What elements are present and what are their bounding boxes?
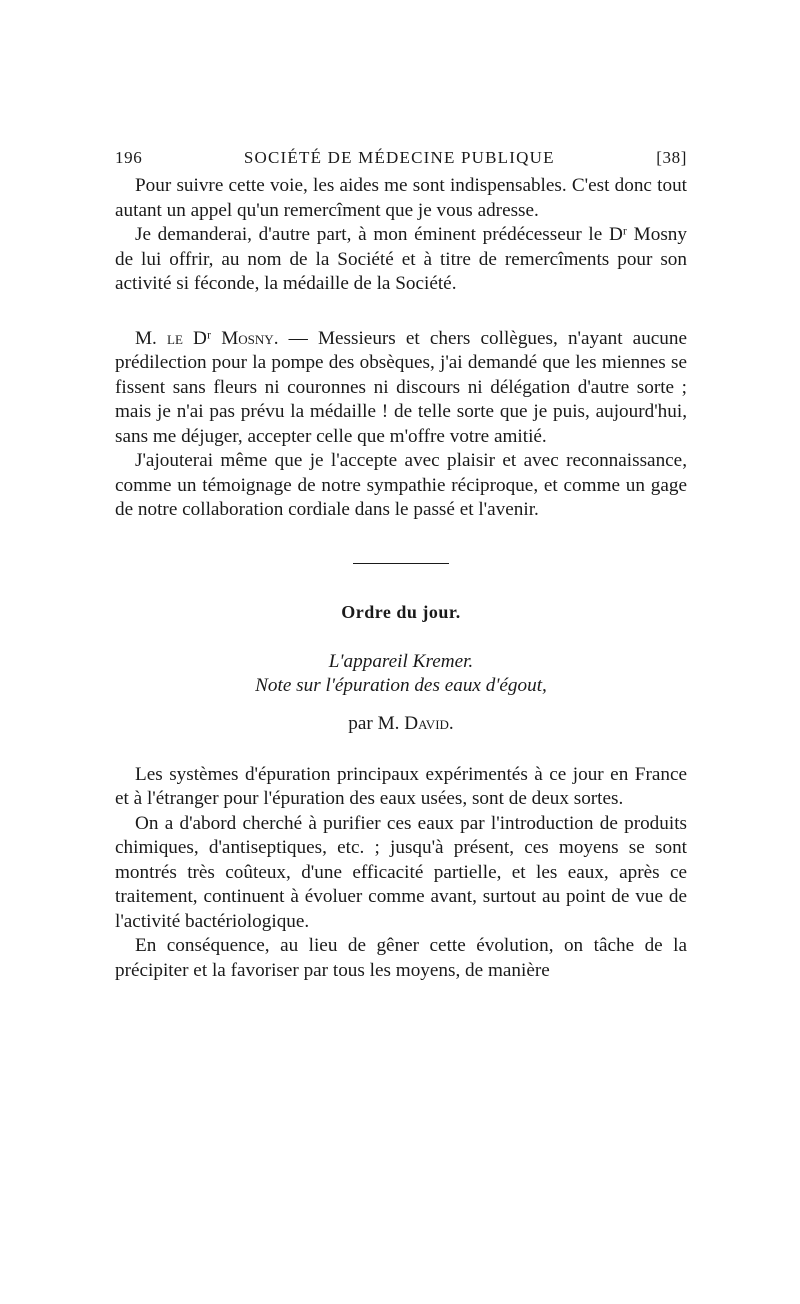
article-author [115, 713, 687, 735]
author-name: David. [404, 712, 454, 734]
text-body [115, 174, 687, 523]
article-body [115, 763, 687, 984]
section-divider [353, 563, 449, 564]
section-title: Ordre du jour. [341, 601, 461, 622]
speaker-name: Mosny [221, 327, 274, 349]
running-title: SOCIÉTÉ DE MÉDECINE PUBLIQUE [243, 148, 555, 167]
article-title-line: Note sur l'épuration des eaux d'égout, [255, 675, 547, 696]
paragraph: Je demanderai, d'autre part, à mon éminent prédécesseur le Dʳ Mosny de lui offrir, au nom de la Société et à titre de remercîments pour son activité si féconde, la médaille de la Société. [115, 224, 687, 294]
running-header [115, 148, 687, 174]
paragraph: Les systèmes d'épuration principaux expérimentés à ce jour en France et à l'étranger pour l'épuration des eaux usées, sont de deux sortes. [115, 763, 687, 809]
page-number: 196 [115, 148, 143, 167]
author-prefix: par M. [348, 712, 400, 734]
page [115, 148, 687, 983]
speech-text: . — Messieurs et chers collègues, n'ayant aucune prédilection pour la pompe des obsèques, j'ai demandé que les miennes se fissent sans fleurs ni couronnes ni discours ni délégation d'autre sorte ; mais je n'ai pas prévu la médaille ! de telle sorte que je puis, aujourd'hui, sans me déjuger, accepter celle que m'offre votre amitié. [115, 327, 688, 447]
paragraph: Pour suivre cette voie, les aides me sont indispensables. C'est donc tout autant un appel qu'un remercîment que je vous adresse. [115, 175, 687, 221]
paragraph: En conséquence, au lieu de gêner cette évolution, on tâche de la précipiter et la favoriser par tous les moyens, de manière [115, 935, 687, 981]
speaker-prefix: M. le Dʳ [135, 327, 212, 349]
mosny-paragraph [115, 327, 687, 450]
paragraph: On a d'abord cherché à purifier ces eaux par l'introduction de produits chimiques, d'antiseptiques, etc. ; jusqu'à présent, ces moyens se sont montrés très coûteux, d'une efficacité partielle, et les eaux, après ce traitement, continuent à évoluer comme avant, surtout au point de vue de l'activité bactériologique. [115, 812, 687, 932]
article-title [115, 650, 687, 699]
bracket-number: [38] [656, 148, 687, 167]
article-title-line: L'appareil Kremer. [328, 650, 474, 672]
paragraph: J'ajouterai même que je l'accepte avec plaisir et avec reconnaissance, comme un témoignage de notre sympathie réciproque, et comme un gage de notre collaboration cordiale dans le passé et l'avenir. [115, 450, 687, 520]
